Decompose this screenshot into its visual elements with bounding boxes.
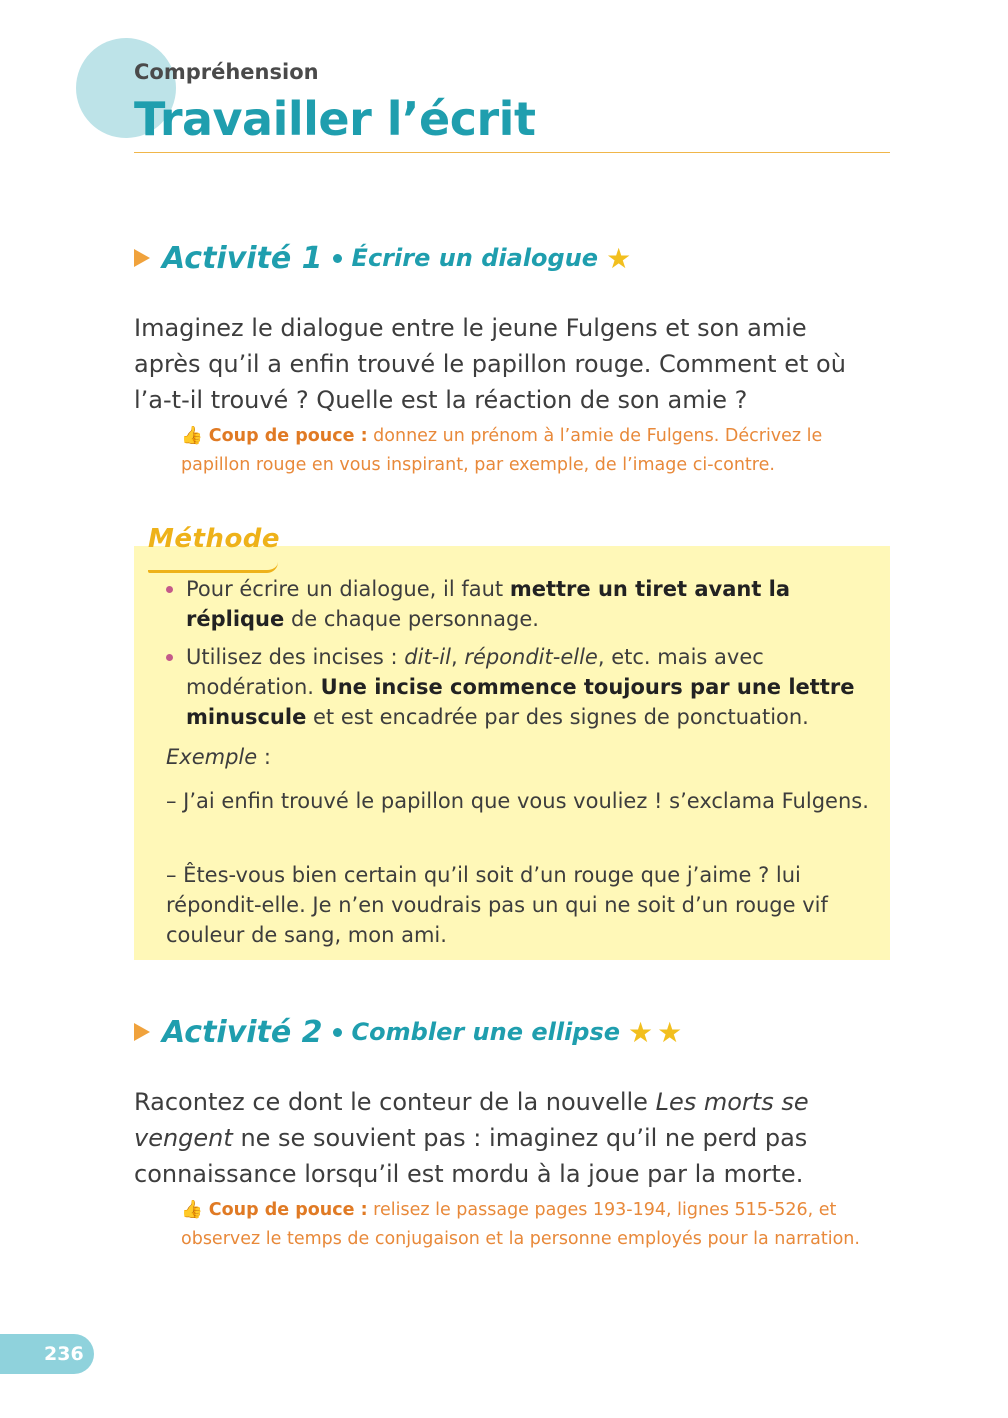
bold-text: Une incise commence toujours par une lettre minuscule [186,675,855,729]
activity-2-label: Activité 2 [162,1014,323,1050]
text: Racontez ce dont le conteur de la nouvelle [134,1088,656,1116]
thumbs-up-hand-icon: 👍 [181,1200,203,1220]
hint-label: Coup de pouce : [208,1200,368,1220]
methode-bullet-2 [166,642,878,732]
activity-1-heading [134,238,631,278]
text: , [450,645,465,669]
activity-2-subtitle: Combler une ellipse [351,1018,621,1046]
activity-1-hint [181,422,861,480]
text: : [257,745,271,769]
italic-text: répondit-elle [464,645,598,669]
methode-underline [148,562,278,573]
activity-2-hint [181,1196,861,1254]
thumbs-up-hand-icon: 👍 [181,426,203,446]
star-icon: ★ [628,1015,654,1049]
hint-label: Coup de pouce : [208,426,368,446]
italic-text: Les morts se vengent [134,1088,809,1152]
bold-text: mettre un tiret avant la réplique [186,577,791,631]
text: de chaque personnage. [284,607,539,631]
text: ne se souvient pas : imaginez qu’il ne perd pas connaissance lorsqu’il est mordu à la joue par la morte. [134,1124,808,1188]
methode-title: Méthode [148,524,281,554]
activity-1-instructions: Imaginez le dialogue entre le jeune Fulgens et son amie après qu’il a enfin trouvé le papillon rouge. Comment et où l’a-t-il trouvé ? Quelle est la réaction de son amie ? [134,314,846,414]
italic-text: Exemple [166,745,258,769]
activity-2-instructions [134,1084,864,1192]
activity-1-label: Activité 1 [162,240,323,276]
methode-bullet-1 [166,574,878,634]
bullet-icon [166,654,173,661]
star-icon: ★ [657,1015,683,1049]
separator-dot-icon [333,254,342,263]
text: Pour écrire un dialogue, il faut [186,577,510,601]
bullet-icon [166,586,173,593]
page-number: 236 [44,1343,84,1365]
text: , etc. mais avec modération. [186,645,764,699]
hint-text: donnez un prénom à l’amie de Fulgens. Décrivez le papillon rouge en vous inspirant, par exemple, de l’image ci-contre. [181,426,823,475]
example-label [166,742,878,772]
text: et est encadrée par des signes de ponctuation. [306,705,809,729]
text: Utilisez des incises : [186,645,405,669]
example-line-2: – Êtes-vous bien certain qu’il soit d’un rouge que j’aime ? lui répondit-elle. Je n’en voudrais pas un qui ne soit d’un rouge vif couleur de sang, mon ami. [166,863,828,947]
page-title: Travailler l’écrit [134,92,536,146]
star-icon: ★ [606,241,632,275]
activity-1-subtitle: Écrire un dialogue [351,244,599,272]
triangle-right-icon [134,1023,150,1041]
activity-2-heading [134,1012,682,1052]
triangle-right-icon [134,249,150,267]
italic-text: dit-il [404,645,451,669]
section-kicker: Compréhension [134,60,319,84]
example-line-1: – J’ai enfin trouvé le papillon que vous vouliez ! s’exclama Fulgens. [166,789,869,813]
title-divider [134,152,890,153]
separator-dot-icon [333,1028,342,1037]
hint-text: relisez le passage pages 193-194, lignes 515-526, et observez le temps de conjugaison et la personne employés pour la narration. [181,1200,860,1249]
methode-list [166,574,878,740]
